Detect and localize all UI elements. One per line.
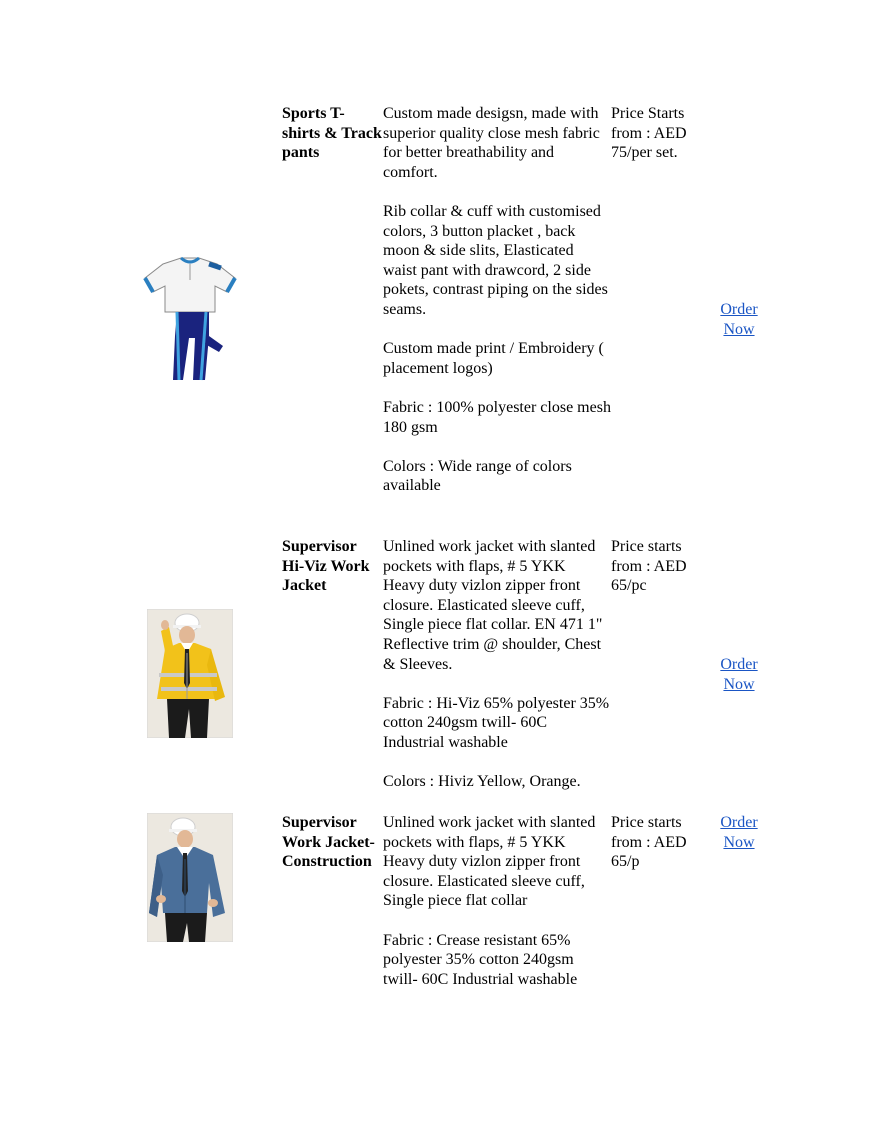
product-price: Price Starts from : AED 75/per set.	[611, 105, 687, 162]
order-now-label: Order	[720, 814, 758, 831]
product-description	[383, 104, 611, 496]
product-description	[383, 813, 611, 989]
order-now-label: Now	[723, 833, 755, 851]
description-paragraph: Colors : Wide range of colors available	[383, 457, 572, 495]
order-now-label: Now	[723, 320, 755, 338]
product-price: Price starts from : AED 65/p	[611, 814, 687, 871]
description-paragraph: Unlined work jacket with slanted pockets with flaps, # 5 YKK Heavy duty vizlon zipper front closure. Elasticated sleeve cuff, Single piece flat collar. EN 471 1" Reflective trim @ shoulder, Chest & Sleeves.	[383, 538, 603, 673]
description-paragraph: Colors : Hiviz Yellow, Orange.	[383, 773, 581, 791]
tshirt-trackpants-image	[143, 254, 237, 382]
order-now-label: Now	[723, 675, 755, 693]
product-name: Supervisor Hi-Viz Work Jacket	[282, 538, 370, 595]
product-price: Price starts from : AED 65/pc	[611, 538, 687, 595]
hiviz-jacket-image	[147, 609, 233, 738]
description-paragraph: Unlined work jacket with slanted pockets with flaps, # 5 YKK Heavy duty vizlon zipper front closure. Elasticated sleeve cuff, Single piece flat collar	[383, 814, 596, 910]
order-now-label: Order	[720, 656, 758, 673]
order-now-label: Order	[720, 301, 758, 318]
product-name: Sports T-shirts & Track pants	[282, 105, 382, 162]
description-paragraph: Fabric : 100% polyester close mesh 180 gsm	[383, 398, 611, 436]
order-now-link[interactable]	[710, 813, 768, 852]
construction-jacket-image	[147, 813, 233, 942]
product-name: Supervisor Work Jacket-Construction	[282, 814, 375, 871]
order-now-link[interactable]	[710, 655, 768, 694]
description-paragraph: Fabric : Crease resistant 65% polyester 35% cotton 240gsm twill- 60C Industrial washable	[383, 931, 578, 988]
description-paragraph: Rib collar & cuff with customised colors, 3 button placket , back moon & side slits, Elasticated waist pant with drawcord, 2 side pokets, contrast piping on the sides seams.	[383, 202, 608, 318]
description-paragraph: Fabric : Hi-Viz 65% polyester 35% cotton 240gsm twill- 60C Industrial washable	[383, 694, 610, 751]
product-description	[383, 537, 611, 792]
description-paragraph: Custom made print / Embroidery ( placement logos)	[383, 340, 604, 377]
order-now-link[interactable]	[710, 300, 768, 339]
description-paragraph: Custom made desigsn, made with superior quality close mesh fabric for better breathability and comfort.	[383, 105, 600, 181]
